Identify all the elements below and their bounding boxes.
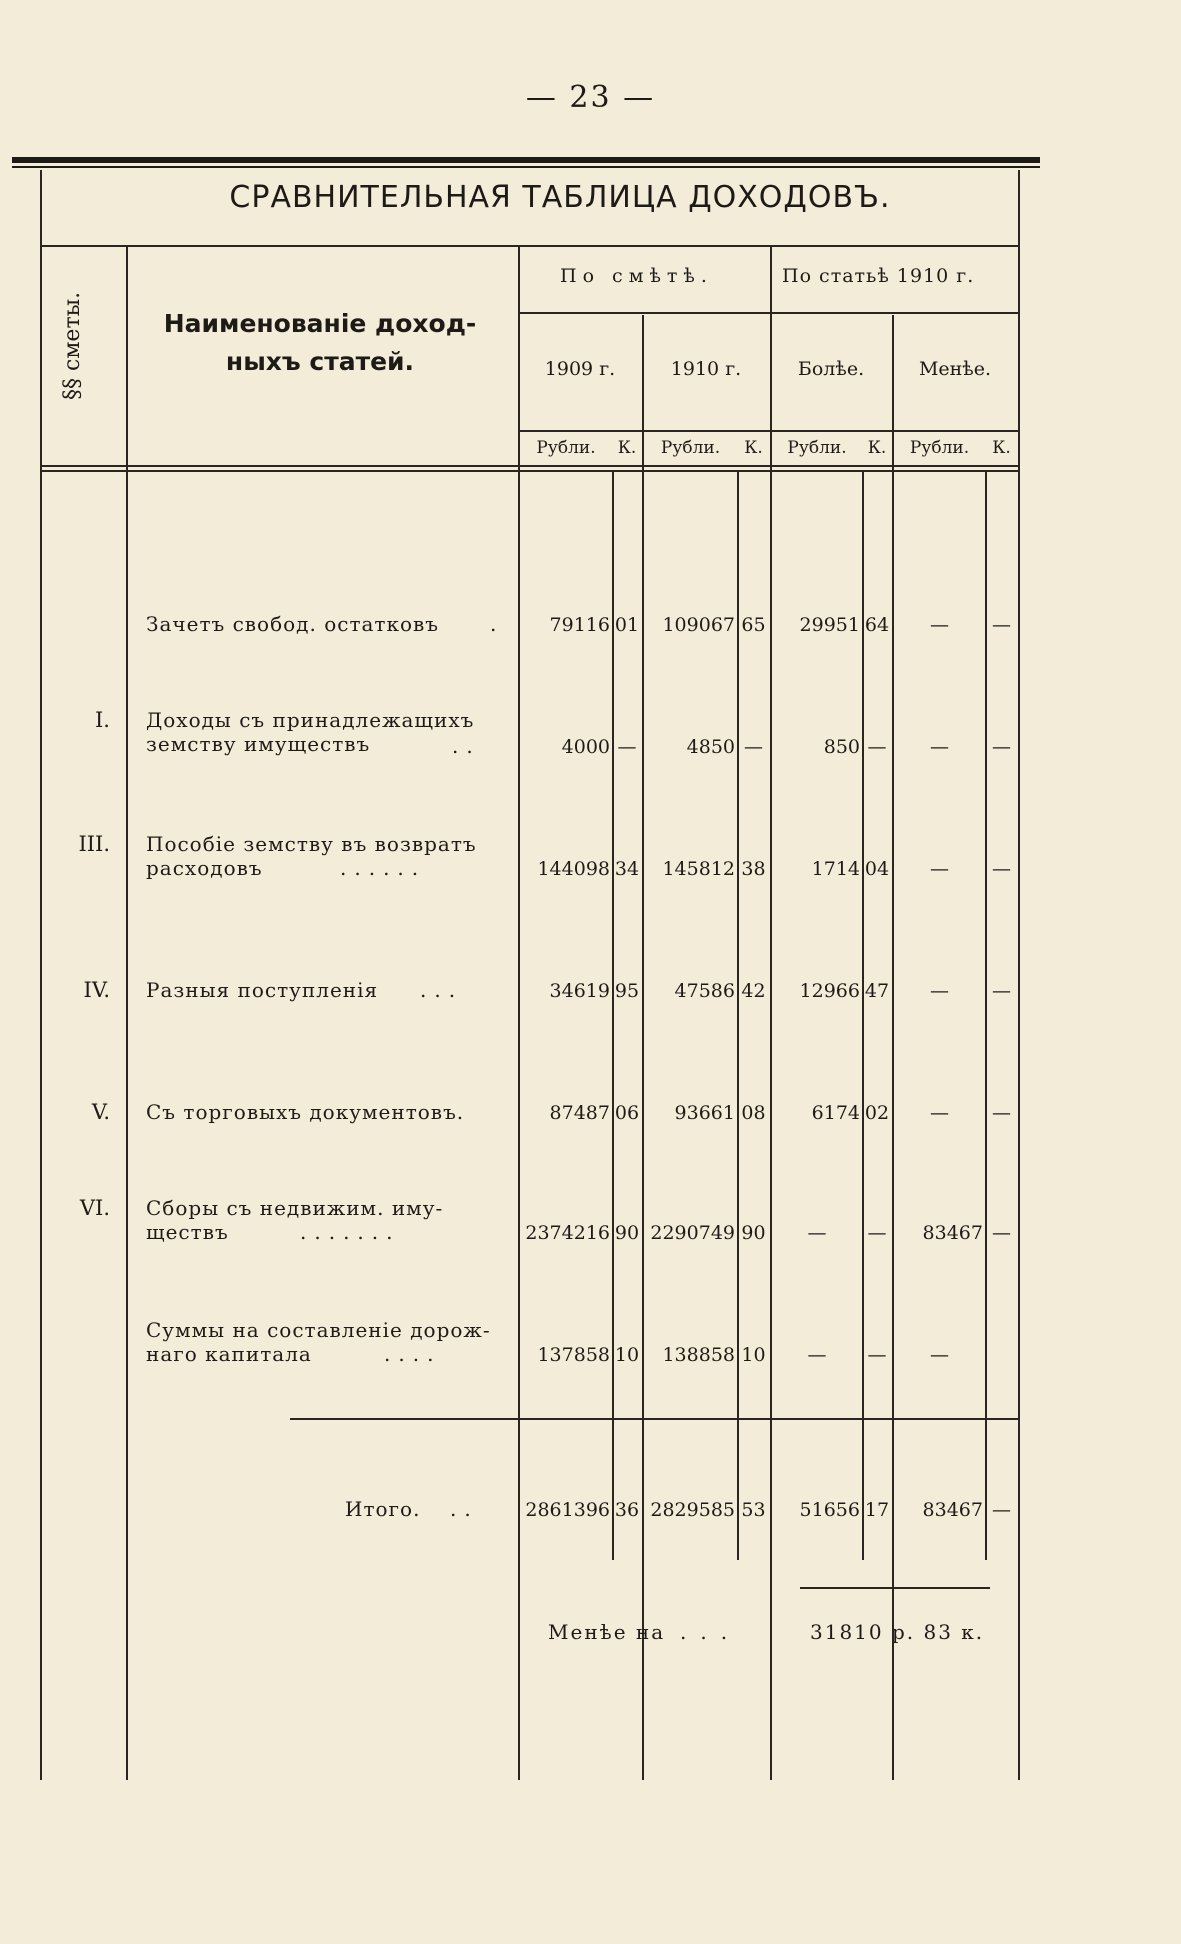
summary-amount: 31810 р. 83 к. <box>810 1620 985 1644</box>
cell-k1909: 90 <box>614 1222 640 1244</box>
year-1909-header: 1909 г. <box>544 358 616 380</box>
row-name: Разныя поступленія <box>146 978 379 1002</box>
cell-r1909: 87487 <box>549 1102 610 1124</box>
row-name: Съ торговыхъ документовъ. <box>146 1100 465 1124</box>
cell-more-r: — <box>807 1344 827 1366</box>
cell-k1910: 65 <box>741 614 766 636</box>
row-number: III. <box>78 832 110 856</box>
cell-r1910: 138858 <box>662 1344 735 1366</box>
total-less-r: 83467 <box>922 1499 983 1521</box>
cell-less-r: — <box>930 1102 949 1124</box>
cell-less-r: — <box>930 858 949 880</box>
page-number: — 23 — <box>525 80 656 115</box>
cell-less-r: 83467 <box>922 1222 983 1244</box>
total-more-r: 51656 <box>799 1499 860 1521</box>
cell-more-r: 29951 <box>799 614 860 636</box>
total-r1910: 2829585 <box>650 1499 735 1521</box>
total-r1909: 2861396 <box>525 1499 610 1521</box>
cell-more-k: 64 <box>864 614 890 636</box>
cell-more-k: 02 <box>864 1102 890 1124</box>
cell-r1909: 79116 <box>549 614 610 636</box>
by-article-1910-header: По статьѣ 1910 г. <box>782 265 975 287</box>
header-line-units <box>518 430 1018 432</box>
rubles-1909-header: Рубли. <box>536 438 596 458</box>
total-label: Итого. <box>345 1497 421 1521</box>
rubles-less-header: Рубли. <box>909 438 970 458</box>
row-number: IV. <box>83 978 110 1002</box>
cell-less-r: — <box>930 736 949 758</box>
cell-k1909: 06 <box>614 1102 640 1124</box>
cell-r1909: 2374216 <box>525 1222 610 1244</box>
header-line-bottom-2 <box>40 470 1020 472</box>
leader-dots: ... <box>680 1620 742 1644</box>
row-number: V. <box>91 1100 110 1124</box>
cell-r1909: 137858 <box>537 1344 610 1366</box>
cell-less-r: — <box>930 614 949 636</box>
cell-less-k: — <box>992 858 1011 880</box>
cell-r1909: 144098 <box>537 858 610 880</box>
header-line-top <box>40 245 1020 247</box>
name-column-header: Наименованіе доход-ныхъ статей. <box>163 309 477 376</box>
cell-r1910: 145812 <box>662 858 735 880</box>
cell-less-k: — <box>992 980 1011 1002</box>
cell-less-k: — <box>992 1102 1011 1124</box>
year-1910-header: 1910 г. <box>670 358 742 380</box>
total-line <box>290 1418 1018 1420</box>
cell-k1910: 90 <box>741 1222 766 1244</box>
total-more-k: 17 <box>864 1499 890 1521</box>
total-k1909: 36 <box>614 1499 640 1521</box>
cell-k1910: 42 <box>741 980 766 1002</box>
cell-k1909: 10 <box>614 1344 640 1366</box>
less-header: Менѣе. <box>918 358 992 380</box>
cell-r1910: 93661 <box>674 1102 735 1124</box>
kopecks-less-header: К. <box>992 438 1011 458</box>
col-divider-name <box>126 245 128 1780</box>
cell-less-k: — <box>992 614 1011 636</box>
cell-more-k: — <box>867 736 887 758</box>
row-name: Зачетъ свобод. остатковъ <box>146 612 440 636</box>
cell-less-k: — <box>992 736 1011 758</box>
row-name: Суммы на составленіе дорож-наго капитала <box>146 1318 491 1366</box>
col-divider-1909 <box>518 245 520 1780</box>
col-divider-less <box>892 315 894 1780</box>
cell-r1910: 109067 <box>662 614 735 636</box>
summary-line <box>800 1587 990 1589</box>
col-divider-more <box>770 245 772 1780</box>
table-title: СРАВНИТЕЛЬНАЯ ТАБЛИЦА ДОХОДОВЪ. <box>229 180 891 215</box>
cell-less-r: — <box>930 1344 949 1366</box>
header-line-sub <box>518 312 1018 314</box>
top-rule <box>12 157 1040 163</box>
cell-k1909: 95 <box>614 980 640 1002</box>
cell-more-k: 04 <box>864 858 890 880</box>
leader-dots: . <box>490 612 505 636</box>
row-name: Сборы съ недвижим. иму-ществъ <box>146 1196 444 1244</box>
cell-k1910: — <box>744 736 763 758</box>
frame-left <box>40 170 42 1780</box>
leader-dots: .. <box>450 1497 479 1521</box>
row-name: Пособіе земству въ возвратъ расходовъ <box>146 832 477 880</box>
leader-dots: ...... <box>340 856 427 880</box>
more-header: Болѣе. <box>797 358 865 380</box>
cell-more-k: 47 <box>864 980 890 1002</box>
rubles-more-header: Рубли. <box>787 438 847 458</box>
cell-k1909: — <box>617 736 637 758</box>
summary-label: Менѣе на <box>548 1620 666 1644</box>
by-estimate-header: По смѣтѣ. <box>560 265 713 287</box>
total-k1910: 53 <box>741 1499 766 1521</box>
kopecks-1910-header: К. <box>744 438 763 458</box>
cell-more-r: 1714 <box>811 858 860 880</box>
cell-k1910: 10 <box>741 1344 766 1366</box>
rubles-1910-header: Рубли. <box>660 438 721 458</box>
leader-dots: ... <box>420 978 464 1002</box>
cell-less-k: — <box>992 1222 1011 1244</box>
cell-k1910: 38 <box>741 858 766 880</box>
leader-dots: ....... <box>300 1220 401 1244</box>
leader-dots: .. <box>452 734 481 758</box>
cell-r1910: 2290749 <box>650 1222 735 1244</box>
total-less-k: — <box>992 1499 1011 1521</box>
cell-r1910: 47586 <box>674 980 735 1002</box>
row-name: Доходы съ принадлежащихъ земству имуществъ <box>146 708 475 756</box>
cell-r1909: 34619 <box>549 980 610 1002</box>
col-divider-1910 <box>642 315 644 1780</box>
cell-k1910: 08 <box>741 1102 766 1124</box>
cell-r1909: 4000 <box>561 736 610 758</box>
cell-k1909: 01 <box>614 614 640 636</box>
header-line-bottom <box>40 465 1020 467</box>
top-rule-thin <box>12 166 1040 168</box>
cell-k1909: 34 <box>614 858 640 880</box>
cell-more-k: — <box>867 1344 887 1366</box>
cell-more-r: — <box>807 1222 827 1244</box>
kopecks-1909-header: К. <box>617 438 637 458</box>
row-number: VI. <box>79 1196 110 1220</box>
cell-more-r: 6174 <box>811 1102 860 1124</box>
row-number: I. <box>95 708 110 732</box>
cell-less-r: — <box>930 980 949 1002</box>
kopecks-more-header: К. <box>867 438 887 458</box>
cell-more-r: 12966 <box>799 980 860 1002</box>
leader-dots: .... <box>384 1342 442 1366</box>
frame-right <box>1018 170 1020 1780</box>
section-column-header: §§ сметы. <box>60 291 85 400</box>
cell-r1910: 4850 <box>686 736 735 758</box>
cell-more-k: — <box>867 1222 887 1244</box>
cell-more-r: 850 <box>823 736 860 758</box>
